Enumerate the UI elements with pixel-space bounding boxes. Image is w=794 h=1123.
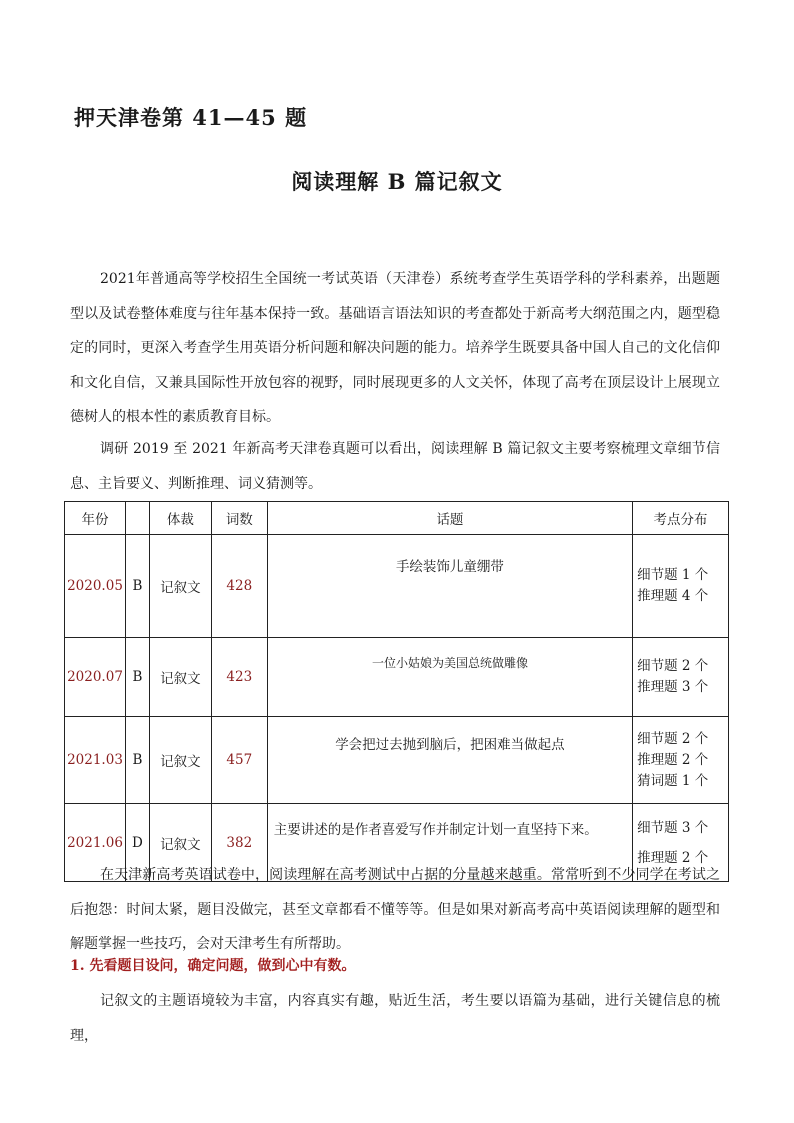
cell-word-count: 382 [211,804,267,882]
page-subtitle: 阅读理解 B 篇记叙文 [291,169,503,194]
point-item: 细节题 2 个 [637,730,709,747]
cell-genre: 记叙文 [149,535,211,638]
point-item: 推理题 2 个 [637,751,709,768]
cell-genre: 记叙文 [149,638,211,717]
cell-points [633,717,729,804]
table-row [65,535,729,638]
header-letter [125,502,149,535]
tip-heading: 1. 先看题目设问，确定问题，做到心中有数。 [70,958,356,974]
point-item: 推理题 3 个 [637,679,709,695]
cell-word-count: 423 [211,638,267,717]
cell-points [633,535,729,638]
intro-paragraph: 2021年普通高等学校招生全国统一考试英语（天津卷）系统考查学生英语学科的学科素养，出题题型以及试卷整体难度与往年基本保持一致。基础语言语法知识的考查都处于新高考大纲范围之内，题型稳定的同时，更深入考查学生用英语分析问题和解决问题的能力。培养学生既要具备中国人自己的文化信仰和文化自信，又兼具国际性开放包容的视野，同时展现更多的人文关怀，体现了高考在顶层设计上展现立德树人的根本性的素质教育目标。 [70,271,720,425]
cell-year: 2021.06 [65,804,126,882]
cell-genre: 记叙文 [149,804,211,882]
cell-year: 2021.03 [65,717,126,804]
table-header-row [65,502,729,535]
header-topic: 话题 [267,502,632,535]
cell-letter: B [125,717,149,804]
context-paragraph: 在天津新高考英语试卷中，阅读理解在高考测试中占据的分量越来越重。常常听到不少同学在考试之后抱怨：时间太紧，题目没做完，甚至文章都看不懂等等。但是如果对新高考高中英语阅读理解的题型和解题掌握一些技巧，会对天津考生有所帮助。 [70,867,720,952]
point-item: 细节题 3 个 [637,819,709,836]
header-word-count: 词数 [211,502,267,535]
point-item: 细节题 2 个 [637,658,709,674]
point-item: 推理题 2 个 [637,849,709,866]
table-row [65,717,729,804]
cell-year: 2020.07 [65,638,126,717]
cell-topic: 一位小姑娘为美国总统做雕像 [267,638,632,717]
cell-word-count: 428 [211,535,267,638]
exam-analysis-table [64,501,729,882]
point-item: 细节题 1 个 [637,567,709,583]
cell-points [633,638,729,717]
cell-topic: 学会把过去抛到脑后，把困难当做起点 [267,717,632,804]
point-item: 猜词题 1 个 [637,772,709,789]
table-row [65,638,729,717]
cell-letter: D [125,804,149,882]
tip-paragraph: 记叙文的主题语境较为丰富，内容真实有趣，贴近生活，考生要以语篇为基础，进行关键信息的梳理， [70,993,720,1044]
page-title: 押天津卷第 41—45 题 [74,105,308,130]
survey-paragraph: 调研 2019 至 2021 年新高考天津卷真题可以看出，阅读理解 B 篇记叙文主要考察梳理文章细节信息、主旨要义、判断推理、词义猜测等。 [70,441,720,492]
cell-letter: B [125,535,149,638]
header-points: 考点分布 [633,502,729,535]
cell-topic: 手绘装饰儿童绷带 [267,535,632,638]
cell-genre: 记叙文 [149,717,211,804]
cell-topic: 主要讲述的是作者喜爱写作并制定计划一直坚持下来。 [267,804,632,882]
header-genre: 体裁 [149,502,211,535]
cell-word-count: 457 [211,717,267,804]
cell-year: 2020.05 [65,535,126,638]
header-year: 年份 [65,502,126,535]
cell-letter: B [125,638,149,717]
point-item: 推理题 4 个 [637,588,709,604]
